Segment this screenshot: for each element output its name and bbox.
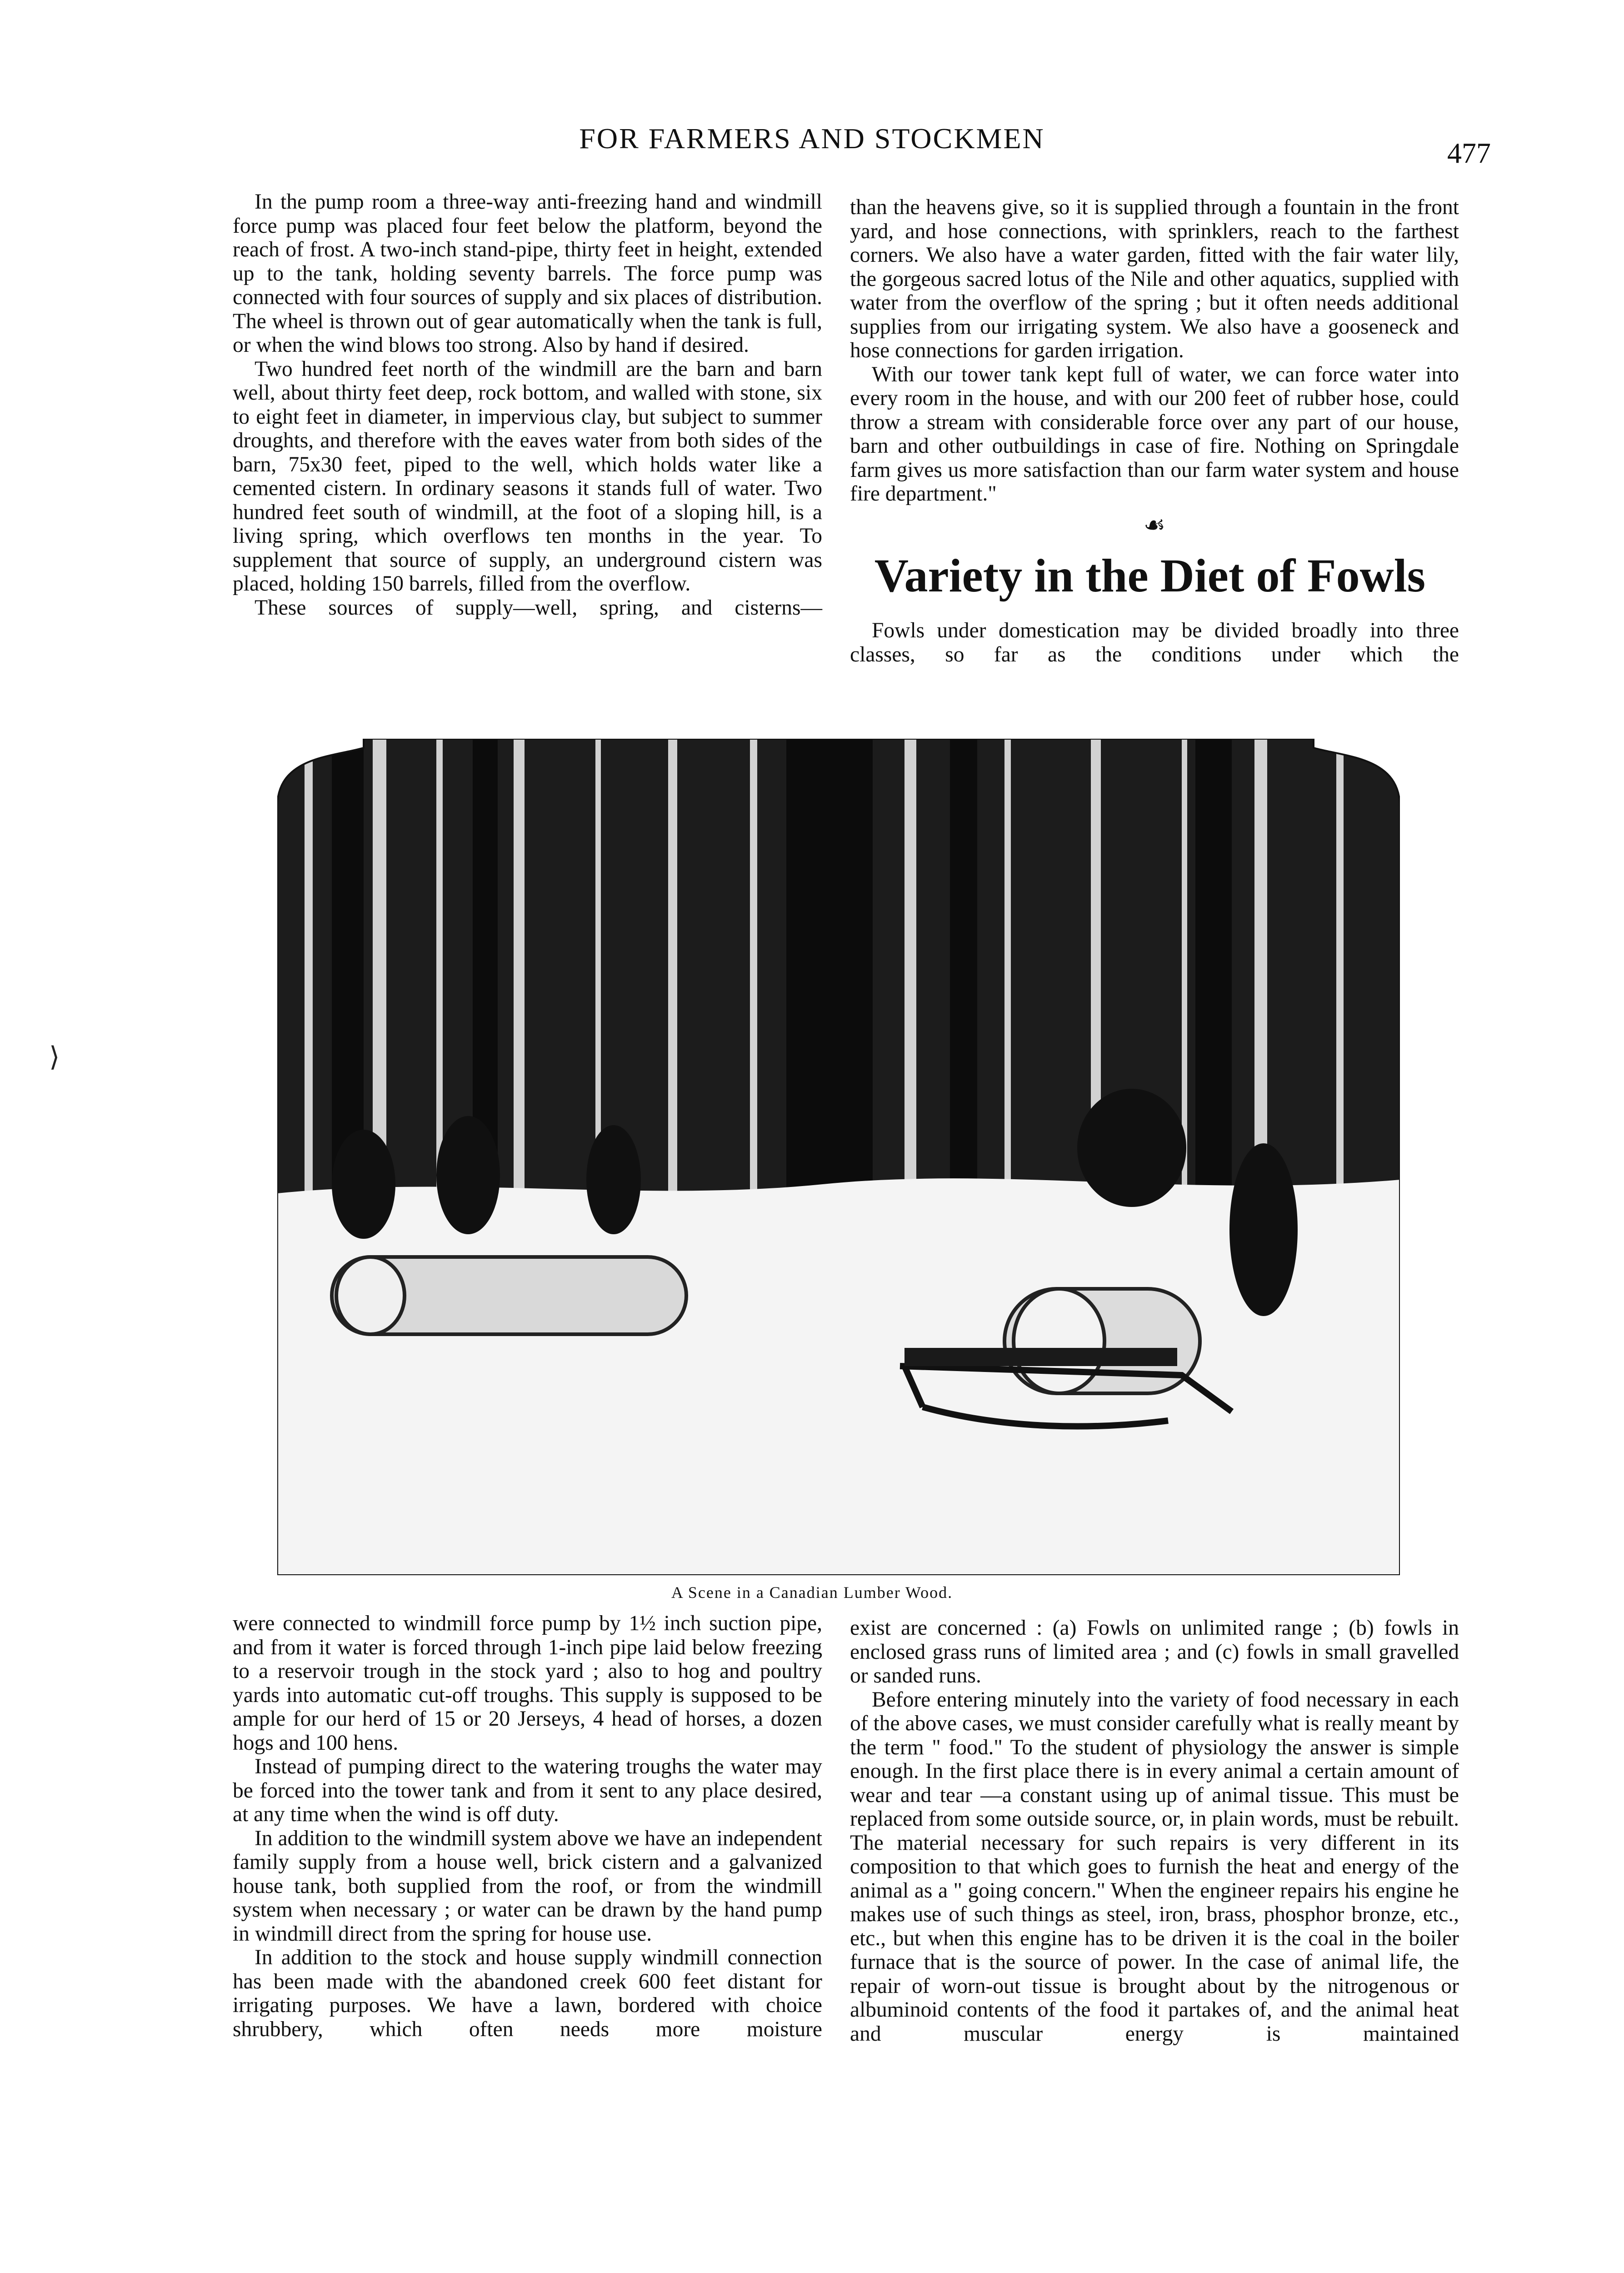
page-number: 477	[1447, 137, 1491, 169]
paragraph: In addition to the windmill system above we have an independent family supply from a house well, brick cistern and a galvanized house tank, both supplied from the roof, or from the windmill system when necessary ; or water can be drawn by the hand pump in windmill direct from the spring for house use.	[233, 1826, 822, 1946]
margin-mark: ⟩	[49, 1042, 60, 1072]
fleuron-ornament: ☙	[1143, 511, 1166, 539]
article-heading: Variety in the Diet of Fowls	[874, 550, 1426, 602]
paragraph: In addition to the stock and house supply windmill connection has been made with the abandoned creek 600 feet distant for irrigating purposes. We have a lawn, bordered with choice shrubbery, which often needs more moisture	[233, 1946, 822, 2041]
lumber-wood-photograph	[277, 739, 1400, 1575]
paragraph: than the heavens give, so it is supplied through a fountain in the front yard, and hose connections, with sprinklers, reach to the farthest corners. We also have a water garden, fitted with the fair water lily, the gorgeous sacred lotus of the Nile and other aquatics, supplied with water from the overflow of the spring ; but it often needs additional supplies from our irrigating system. We also have a gooseneck and hose connections for garden irrigation.	[850, 195, 1459, 362]
running-head: FOR FARMERS AND STOCKMEN	[579, 122, 1045, 155]
paragraph: Before entering minutely into the variety of food necessary in each of the above cases, we must consider carefully what is really meant by the term " food." To the student of physiology the answer is simple enough. In the first place there is in every animal a certain amount of wear and tear —a constant using up of animal tissue. This must be replaced from some outside source, or, in plain words, must be rebuilt. The material necessary for such repairs is very different in its composition to that which goes to furnish the heat and energy of the animal as a " going concern." When the engineer repairs his engine he makes use of such things as steel, iron, brass, phosphor bronze, etc., etc., but when this engine has to be driven it is the coal in the boiler furnace that is the source of power. In the case of animal life, the repair of worn-out tissue is brought about by the nitrogenous or albuminoid contents of the food it partakes of, and the animal heat and muscular energy is maintained	[850, 1687, 1459, 2046]
paragraph: were connected to windmill force pump by 1½ inch suction pipe, and from it water is forced through 1-inch pipe laid below freezing to a reservoir trough in the stock yard ; also to hog and poultry yards into automatic cut-off troughs. This supply is supposed to be ample for our herd of 15 or 20 Jerseys, 4 head of horses, a dozen hogs and 100 hens.	[233, 1612, 822, 1755]
paragraph: Fowls under domestication may be divided broadly into three classes, so far as the conditions under which the	[850, 619, 1459, 666]
paragraph: Two hundred feet north of the windmill are the barn and barn well, about thirty feet deep, rock bottom, and walled with stone, six to eight feet in diameter, in impervious clay, but subject to summer droughts, and therefore with the eaves water from both sides of the barn, 75x30 feet, piped to the well, which holds water like a cemented cistern. In ordinary seasons it stands full of water. Two hundred feet south of windmill, at the foot of a sloping hill, is a living spring, which overflows ten months in the year. To supplement that source of supply, an underground cistern was placed, holding 150 barrels, filled from the overflow.	[233, 357, 822, 596]
lower-right-column	[850, 1616, 1459, 2046]
lower-left-column	[233, 1612, 822, 2041]
figure-caption: A Scene in a Canadian Lumber Wood.	[671, 1583, 953, 1602]
paragraph: With our tower tank kept full of water, we can force water into every room in the house, and with our 200 feet of rubber hose, could throw a stream with considerable force over any part of our house, barn and other outbuildings in case of fire. Nothing on Springdale farm gives us more satisfaction than our farm water system and house fire department."	[850, 362, 1459, 506]
photo-illustration	[277, 739, 1400, 1575]
paragraph: Instead of pumping direct to the watering troughs the water may be forced into the tower tank and from it sent to any place desired, at any time when the wind is off duty.	[233, 1755, 822, 1826]
upper-left-column	[233, 190, 822, 620]
upper-right-column	[850, 195, 1459, 666]
paragraph: In the pump room a three-way anti-freezing hand and windmill force pump was placed four feet below the platform, beyond the reach of frost. A two-inch stand-pipe, thirty feet in height, extended up to the tank, holding seventy barrels. The force pump was connected with four sources of supply and six places of distribution. The wheel is thrown out of gear automatically when the tank is full, or when the wind blows too strong. Also by hand if desired.	[233, 190, 822, 357]
paragraph: exist are concerned : (a) Fowls on unlimited range ; (b) fowls in enclosed grass runs of limited area ; and (c) fowls in small gravelled or sanded runs.	[850, 1616, 1459, 1687]
paragraph: These sources of supply—well, spring, and cisterns—	[255, 596, 822, 620]
